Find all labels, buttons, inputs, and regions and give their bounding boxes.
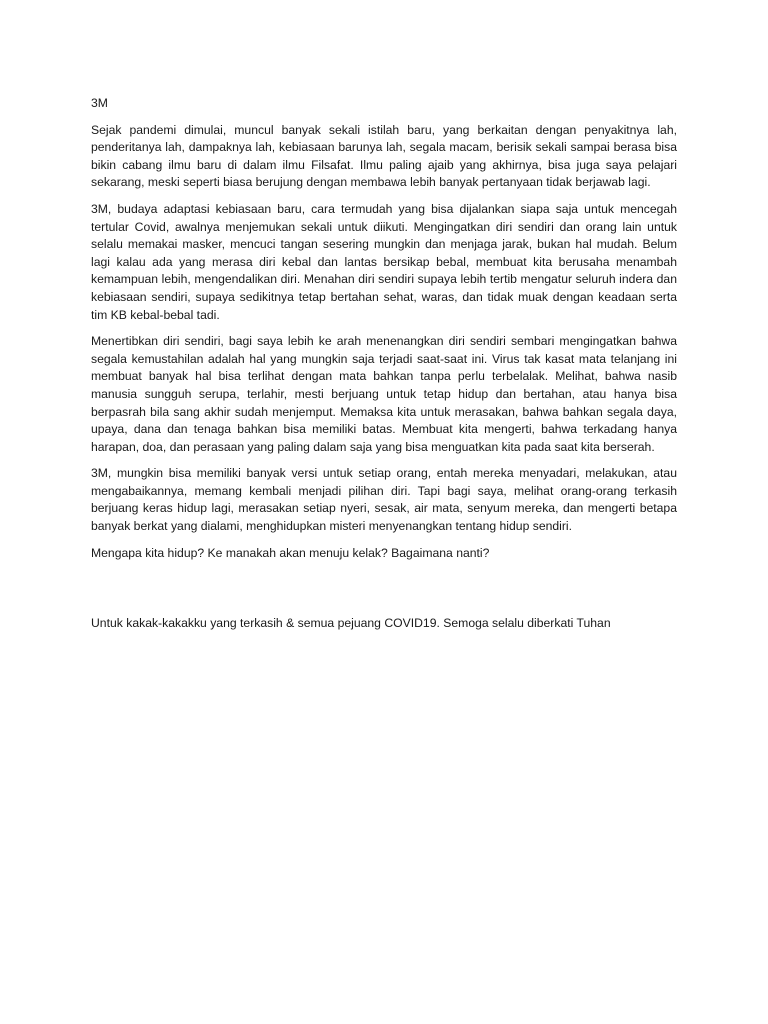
document-title: 3M — [91, 96, 108, 110]
paragraph-4: 3M, mungkin bisa memiliki banyak versi untuk setiap orang, entah mereka menyadari, melakukan, atau mengabaikannya, memang kembali menjadi pilihan diri. Tapi bagi saya, melihat orang-orang terkasih berjuang keras hidup lagi, merasakan setiap nyeri, sesak, air mata, senyum mereka, dan mengerti betapa banyak berkat yang dialami, menghidupkan misteri menyenangkan tentang hidup sendiri. — [91, 466, 677, 534]
paragraph-3: Menertibkan diri sendiri, bagi saya lebih ke arah menenangkan diri sendiri sembari mengingatkan bahwa segala kemustahilan adalah hal yang mungkin saja terjadi saat-saat ini. Virus tak kasat mata telanjang ini membuat banyak hal bisa terlihat dengan mata bahkan tanpa perlu terbelalak. Melihat, bahwa nasib manusia sungguh serupa, terlahir, mesti berjuang untuk tetap hidup dan bertahan, atau hanya bisa berpasrah bila sang akhir sudah menjemput. Memaksa kita untuk merasakan, bahwa bahkan segala daya, upaya, dana dan tenaga bahkan bisa memiliki batas. Membuat kita mengerti, bahwa terkadang hanya harapan, doa, dan perasaan yang paling dalam saja yang bisa menguatkan kita pada saat kita berserah. — [91, 334, 677, 454]
document-body — [91, 95, 677, 642]
dedication-line: Untuk kakak-kakakku yang terkasih & semua pejuang COVID19. Semoga selalu diberkati Tuhan — [91, 616, 611, 631]
paragraph-1: Sejak pandemi dimulai, muncul banyak sekali istilah baru, yang berkaitan dengan penyakitnya lah, penderitanya lah, dampaknya lah, kebiasaan barunya lah, segala macam, berisik sekali sampai berasa bisa bikin cabang ilmu baru di dalam ilmu Filsafat. Ilmu paling ajaib yang akhirnya, bisa juga saya pelajari sekarang, meski seperti biasa berujung dengan membawa lebih banyak pertanyaan tidak berjawab lagi. — [91, 122, 677, 190]
paragraph-2: 3M, budaya adaptasi kebiasaan baru, cara termudah yang bisa dijalankan siapa saja untuk mencegah tertular Covid, awalnya menjemukan sekali untuk diikuti. Mengingatkan diri sendiri dan orang lain untuk selalu memakai masker, mencuci tangan sesering mungkin dan menjaga jarak, bukan hal mudah. Belum lagi kalau ada yang merasa diri kebal dan lantas bersikap bebal, membuat kita berusaha menambah kemampuan lebih, mengendalikan diri. Menahan diri sendiri supaya lebih tertib mengatur seluruh indera dan kebiasaan sendiri, supaya sedikitnya tetap bertahan sehat, waras, dan tidak muak dengan keadaan serta tim KB kebal-bebal tadi. — [91, 201, 677, 322]
paragraph-5: Mengapa kita hidup? Ke manakah akan menuju kelak? Bagaimana nanti? — [91, 545, 490, 560]
